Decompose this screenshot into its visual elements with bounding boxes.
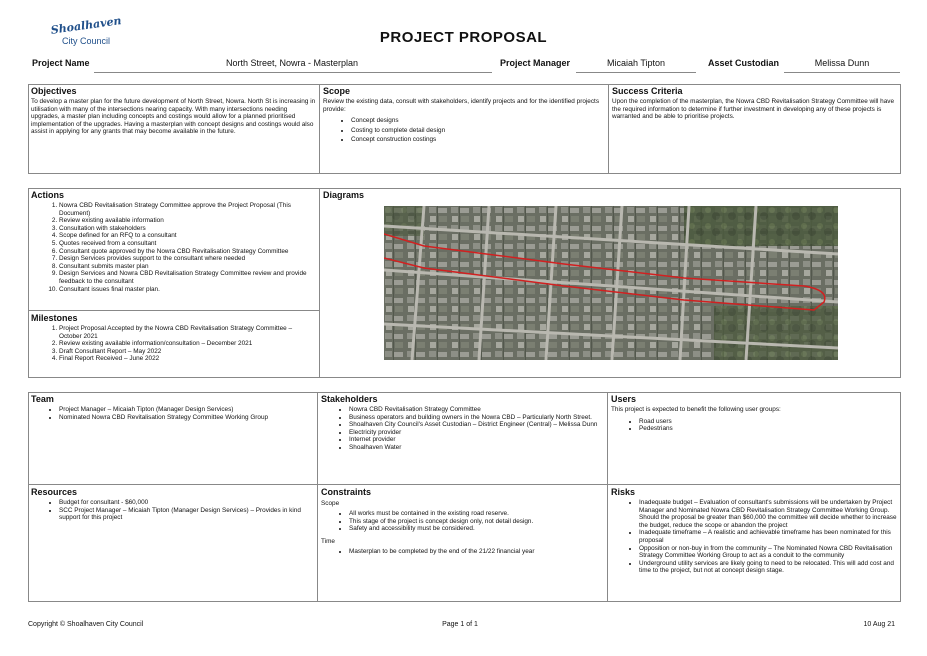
actions-heading: Actions — [31, 190, 65, 200]
action-item: 10. Consultant issues final master plan. — [59, 286, 316, 294]
stakeholder-item: • Internet provider — [349, 436, 604, 444]
resources-heading: Resources — [31, 487, 78, 497]
stakeholder-item: • Shoalhaven City Council's Asset Custodian – District Engineer (Central) – Melissa Dunn — [349, 421, 604, 429]
team-heading: Team — [31, 394, 54, 404]
project-manager-value: Micaiah Tipton — [606, 58, 666, 68]
milestone-item: 3. Draft Consultant Report – May 2022 — [59, 348, 316, 356]
asset-custodian-label: Asset Custodian — [708, 58, 780, 68]
action-item: 6. Consultant quote approved by the Nowra CBD Revitalisation Strategy Committee — [59, 248, 316, 256]
team-item: • Nominated Nowra CBD Revitalisation Strategy Committee Working Group — [59, 414, 314, 422]
footer-page-number: Page 1 of 1 — [442, 621, 478, 628]
action-item: 3. Consultation with stakeholders — [59, 225, 316, 233]
risk-item: • Inadequate timeframe – A realistic and achievable timeframe has been nominated for this proposal — [639, 529, 897, 544]
user-item: • Road users — [639, 418, 897, 426]
users-text: This project is expected to benefit the following user groups: — [611, 406, 781, 413]
actions-cell — [28, 188, 320, 311]
asset-custodian-value: Melissa Dunn — [814, 58, 870, 68]
team-item: • Project Manager – Micaiah Tipton (Manager Design Services) — [59, 406, 314, 414]
milestones-cell — [28, 311, 320, 378]
action-item: 9. Design Services and Nowra CBD Revitalisation Strategy Committee review and provide feedback to the consultant — [59, 270, 316, 285]
objectives-text: To develop a master plan for the future development of North Street, Nowra. North St is increasing in utilisation with many of the intersections nearing capacity. With many intersections needing upgrades, a master plan including concepts and costings would allow for a planned prioritised implementation of the upgrades. Having a masterplan with concept designs and costings would also assist in applying for any grants that may become available in the future. — [31, 98, 316, 136]
project-name-label: Project Name — [32, 58, 90, 68]
project-name-value: North Street, Nowra - Masterplan — [225, 58, 359, 68]
scope-item: • Concept designs — [351, 117, 605, 125]
logo-line1: Shoalhaven — [50, 14, 123, 37]
scope-heading: Scope — [323, 86, 351, 96]
success-criteria-cell — [609, 84, 901, 174]
stakeholder-item: • Nowra CBD Revitalisation Strategy Committee — [349, 406, 604, 414]
footer-copyright: Copyright © Shoalhaven City Council — [28, 621, 144, 628]
constraint-item: • All works must be contained in the existing road reserve. — [349, 510, 604, 518]
constraints-cell — [318, 485, 608, 602]
milestone-item: 4. Final Report Received – June 2022 — [59, 355, 316, 363]
scope-text: Review the existing data, consult with stakeholders, identify projects and for the identified projects provide: — [323, 98, 600, 113]
action-item: 5. Quotes received from a consultant — [59, 240, 316, 248]
stakeholder-item: • Electricity provider — [349, 429, 604, 437]
success-text: Upon the completion of the masterplan, the Nowra CBD Revitalisation Strategy Committee will have the required information to determine if further investment in developing any of these projects is warranted and be able to prioritise projects. — [612, 98, 895, 121]
resources-cell — [28, 485, 318, 602]
objectives-cell — [28, 84, 320, 174]
milestone-item: 2. Review existing available information/consultation – December 2021 — [59, 340, 316, 348]
resource-item: • SCC Project Manager – Micaiah Tipton (Manager Design Services) – Provides in kind support for this project — [59, 507, 314, 522]
scope-item: • Costing to complete detail design — [351, 127, 605, 135]
scope-cell — [320, 84, 609, 174]
risks-cell — [608, 485, 901, 602]
constraint-item: • This stage of the project is concept design only, not detail design. — [349, 518, 604, 526]
constraints-heading: Constraints — [321, 487, 372, 497]
user-item: • Pedestrians — [639, 425, 897, 433]
stakeholders-heading: Stakeholders — [321, 394, 378, 404]
footer-date: 10 Aug 21 — [863, 621, 895, 628]
project-name-underline — [94, 72, 492, 73]
resource-item: • Budget for consultant - $60,000 — [59, 499, 314, 507]
aerial-map-svg — [384, 206, 838, 360]
milestone-item: 1. Project Proposal Accepted by the Nowra CBD Revitalisation Strategy Committee – October 2021 — [59, 325, 316, 340]
milestones-heading: Milestones — [31, 313, 78, 323]
users-cell — [608, 392, 901, 485]
action-item: 1. Nowra CBD Revitalisation Strategy Committee approve the Project Proposal (This Document) — [59, 202, 316, 217]
project-manager-label: Project Manager — [500, 58, 571, 68]
page-title: PROJECT PROPOSAL — [379, 29, 548, 46]
diagrams-heading: Diagrams — [323, 190, 365, 200]
risk-item: • Underground utility services are likely going to need to be relocated. This will add cost and time to the project, but not at concept design stage. — [639, 560, 897, 575]
asset-custodian-underline — [784, 72, 900, 73]
stakeholder-item: • Business operators and building owners in the Nowra CBD – Particularly North Street. — [349, 414, 604, 422]
success-heading: Success Criteria — [612, 86, 683, 96]
risks-heading: Risks — [611, 487, 636, 497]
constraints-scope-label: Scope — [321, 500, 340, 507]
action-item: 7. Design Services provides support to the consultant where needed — [59, 255, 316, 263]
objectives-heading: Objectives — [31, 86, 77, 96]
risk-item: • Opposition or non-buy in from the community – The Nominated Nowra CBD Revitalisation Strategy Committee Working Group to act as a conduit to the community — [639, 545, 897, 560]
scope-item: • Concept construction costings — [351, 136, 605, 144]
constraints-time-label: Time — [321, 537, 335, 545]
action-item: 4. Scope defined for an RFQ to a consultant — [59, 232, 316, 240]
aerial-map-image — [384, 206, 838, 360]
constraint-time-item: • Masterplan to be completed by the end of the 21/22 financial year — [349, 548, 604, 556]
action-item: 2. Review existing available information — [59, 217, 316, 225]
action-item: 8. Consultant submits master plan — [59, 263, 316, 271]
constraint-item: • Safety and accessibility must be considered. — [349, 525, 604, 533]
team-cell — [28, 392, 318, 485]
risk-item: • Inadequate budget – Evaluation of consultant's submissions will be undertaken by Project Manager and Nominated Nowra CBD Revitalisation Strategy Committee Working Group. Should the proposal be greater than $60,000 the committee will decide whether to increase the budget, reduce the scope or abandon the project — [639, 499, 897, 529]
users-heading: Users — [611, 394, 637, 404]
stakeholders-cell — [318, 392, 608, 485]
logo-line2: City Council — [62, 36, 111, 46]
stakeholder-item: • Shoalhaven Water — [349, 444, 604, 452]
project-manager-underline — [576, 72, 696, 73]
